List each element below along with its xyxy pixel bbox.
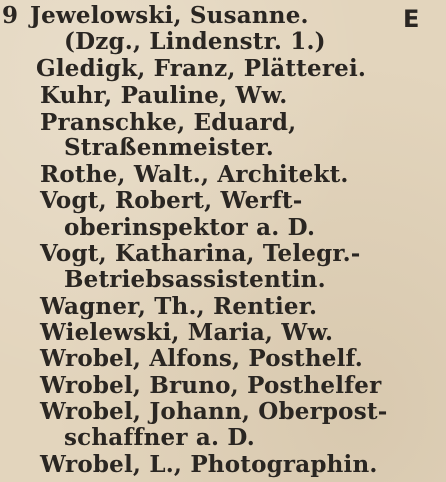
entry-line: Wrobel, Alfons, Posthelf. xyxy=(40,345,363,372)
entry-line: Wrobel, L., Photographin. xyxy=(40,451,378,478)
entry-line: schaffner a. D. xyxy=(64,424,255,451)
entry-line: Pranschke, Eduard, xyxy=(40,109,297,136)
entry-marker: E xyxy=(403,5,420,33)
entry-line: Wrobel, Johann, Oberpost- xyxy=(40,398,388,425)
entry-line: Vogt, Robert, Werft- xyxy=(40,187,303,214)
entry-line: Jewelowski, Susanne. xyxy=(30,2,309,29)
entry-line: Wrobel, Bruno, Posthelfer xyxy=(40,372,382,399)
entry-line: oberinspektor a. D. xyxy=(64,214,316,241)
house-number: 9 xyxy=(2,2,19,29)
entry-line: (Dzg., Lindenstr. 1.) xyxy=(64,28,326,55)
entry-line: Gledigk, Franz, Plätterei. xyxy=(36,55,367,82)
entry-line: Betriebsassistentin. xyxy=(64,266,326,293)
entry-line: Kuhr, Pauline, Ww. xyxy=(40,82,288,109)
entry-line: Wagner, Th., Rentier. xyxy=(40,293,318,320)
entry-line: Wielewski, Maria, Ww. xyxy=(40,319,334,346)
entry-line: Straßenmeister. xyxy=(64,134,275,161)
entry-line: Rothe, Walt., Architekt. xyxy=(40,161,349,188)
entry-line: Vogt, Katharina, Telegr.- xyxy=(40,240,361,267)
